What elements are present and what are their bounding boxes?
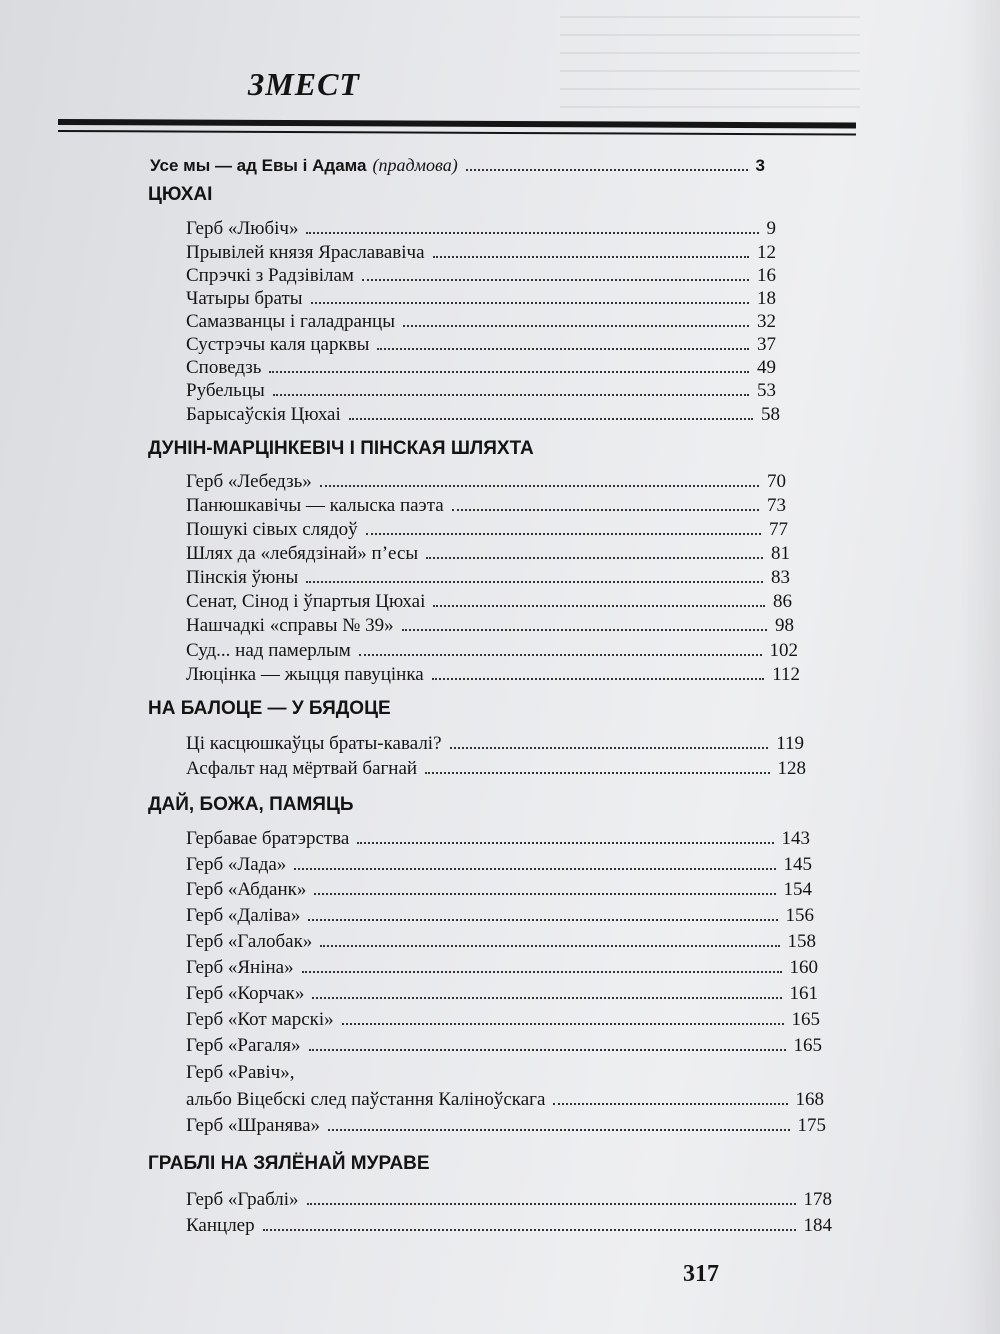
leader-dots	[306, 581, 763, 583]
leader-dots	[432, 678, 764, 680]
leader-dots	[366, 533, 761, 535]
toc-entry	[186, 1215, 832, 1237]
toc-entry	[186, 265, 776, 287]
page-number: 102	[769, 640, 798, 661]
toc-entry	[186, 758, 806, 780]
entry-title: Герб «Шранява»	[186, 1115, 321, 1136]
toc-entry	[186, 218, 776, 240]
entry-title: Канцлер	[186, 1215, 255, 1236]
leader-dots	[403, 325, 749, 327]
page-number: 184	[803, 1215, 832, 1236]
section-heading: НА БАЛОЦЕ — У БЯДОЦЕ	[148, 698, 391, 719]
entry-title: Спрэчкі з Радзівілам	[186, 265, 354, 286]
entry-title: Нашчадкі «справы № 39»	[186, 615, 394, 636]
leader-dots	[466, 169, 748, 171]
leader-dots	[433, 605, 765, 607]
entry-title: Герб «Корчак»	[186, 983, 305, 1004]
entry-title: Герб «Кот марскі»	[186, 1009, 334, 1030]
entry-title: Герб «Абданк»	[186, 879, 307, 900]
leader-dots	[553, 1103, 787, 1105]
leader-dots	[342, 1023, 784, 1025]
toc-entry	[186, 905, 814, 927]
entry-title: Люцінка — жыцця павуцінка	[186, 664, 424, 685]
entry-title: Споведзь	[186, 357, 262, 378]
toc-entry	[186, 471, 786, 493]
page-number: 58	[761, 404, 780, 425]
toc-entry	[186, 334, 776, 356]
entry-title: Сенат, Сінод і ўпартыя Цюхаі	[186, 591, 426, 612]
page-number: 32	[757, 311, 776, 332]
page-number: 9	[766, 218, 776, 239]
leader-dots	[294, 868, 775, 870]
entry-title: Пошукі сівых слядоў	[186, 519, 358, 540]
leader-dots	[312, 997, 781, 999]
entry-title: Сустрэчы каля царквы	[186, 334, 370, 355]
page-number: 178	[803, 1189, 832, 1210]
section-heading: ДАЙ, БОЖА, ПАМЯЦЬ	[148, 794, 354, 815]
toc-entry	[186, 957, 818, 979]
page-number: 37	[757, 334, 776, 355]
page-number: 119	[776, 733, 804, 754]
page-number: 12	[757, 242, 776, 263]
entry-title: Рубельцы	[186, 380, 265, 401]
entry-title: Герб «Яніна»	[186, 957, 294, 978]
page-number: 98	[775, 615, 794, 636]
leader-dots	[433, 256, 749, 258]
page-number: 145	[783, 854, 812, 875]
page-number: 73	[767, 495, 786, 516]
leader-dots	[452, 509, 759, 511]
entry-title: Панюшкавічы — калыска паэта	[186, 495, 444, 516]
entry-title: Самазванцы і галадранцы	[186, 311, 395, 332]
toc-entry	[186, 357, 776, 379]
intro-subtitle: (прадмова)	[372, 155, 458, 175]
entry-title: Прывілей князя Яраслававіча	[186, 242, 425, 263]
entry-title: Герб «Любіч»	[186, 218, 299, 239]
page-number: 165	[793, 1035, 822, 1056]
toc-entry	[186, 664, 800, 686]
page-number: 16	[757, 265, 776, 286]
toc-entry	[186, 404, 780, 426]
page-number: 154	[783, 879, 812, 900]
leader-dots	[273, 394, 749, 396]
page-number: 160	[789, 957, 818, 978]
leader-dots	[402, 629, 767, 631]
entry-title: Асфальт над мёртвай багнай	[186, 758, 418, 779]
page-number: 158	[787, 931, 816, 952]
leader-dots	[425, 772, 769, 774]
toc-entry	[186, 495, 786, 517]
toc-entry	[186, 615, 794, 637]
toc-entry	[186, 828, 810, 850]
toc-entry	[186, 543, 790, 565]
entry-title: Герб «Равіч»,	[186, 1062, 295, 1083]
page-number: 3	[755, 156, 765, 175]
leader-dots	[426, 557, 763, 559]
section-heading: ДУНІН-МАРЦІНКЕВІЧ І ПІНСКАЯ ШЛЯХТА	[148, 438, 534, 459]
page-number: 53	[757, 380, 776, 401]
entry-title: Герб «Рагаля»	[186, 1035, 301, 1056]
page-number: 156	[785, 905, 814, 926]
toc-entry	[186, 1062, 294, 1084]
entry-title: Герб «Галобак»	[186, 931, 313, 952]
leader-dots	[308, 919, 777, 921]
page-number: 112	[772, 664, 800, 685]
toc-entry	[186, 733, 804, 755]
leader-dots	[320, 485, 759, 487]
leader-dots	[359, 654, 762, 656]
toc-entry	[186, 1115, 826, 1137]
entry-title: Барысаўскія Цюхаі	[186, 404, 341, 425]
toc-intro	[150, 155, 765, 176]
section-heading: ЦЮХАІ	[148, 184, 213, 205]
entry-title: альбо Віцебскі след паўстання Каліноўскага	[186, 1089, 546, 1110]
leader-dots	[311, 302, 749, 304]
page-number: 143	[781, 828, 810, 849]
page-number: 128	[777, 758, 806, 779]
section-heading: ГРАБЛІ НА ЗЯЛЁНАЙ МУРАВЕ	[148, 1153, 430, 1174]
entry-title: Гербавае братэрства	[186, 828, 350, 849]
toc-entry	[186, 640, 798, 662]
leader-dots	[309, 1049, 786, 1051]
toc-entry	[186, 1009, 820, 1031]
entry-title: Герб «Даліва»	[186, 905, 301, 926]
intro-title: Усе мы — ад Евы і Адама	[150, 156, 367, 175]
page-number: 83	[771, 567, 790, 588]
leader-dots	[302, 971, 782, 973]
toc-entry	[186, 983, 818, 1005]
page-number: 70	[767, 471, 786, 492]
leader-dots	[349, 418, 753, 420]
toc-entry	[186, 931, 816, 953]
toc-entry	[186, 311, 776, 333]
leader-dots	[357, 842, 773, 844]
page-number: 168	[795, 1089, 824, 1110]
leader-dots	[328, 1129, 789, 1131]
entry-title: Шлях да «лебядзінай» п’есы	[186, 543, 419, 564]
leader-dots	[320, 945, 779, 947]
toc-entry	[186, 1089, 824, 1111]
toc-entry	[186, 591, 792, 613]
leader-dots	[269, 371, 749, 373]
leader-dots	[263, 1229, 796, 1231]
entry-title: Суд... над памерлым	[186, 640, 351, 661]
entry-title: Герб «Лада»	[186, 854, 287, 875]
entry-title: Чатыры браты	[186, 288, 303, 309]
toc-entry	[186, 288, 776, 310]
leader-dots	[362, 279, 749, 281]
toc-entry	[186, 380, 776, 402]
leader-dots	[306, 232, 758, 234]
toc-entry	[186, 519, 788, 541]
toc-entry	[186, 1035, 822, 1057]
entry-title: Герб «Граблі»	[186, 1189, 299, 1210]
entry-title: Ці касцюшкаўцы браты-кавалі?	[186, 733, 442, 754]
page-folio: 317	[683, 1261, 719, 1287]
entry-title: Герб «Лебедзь»	[186, 471, 312, 492]
toc-entry	[186, 567, 790, 589]
page-title: ЗМЕСТ	[248, 66, 360, 102]
entry-title: Пінскія ўюны	[186, 567, 299, 588]
toc-entry	[186, 1189, 832, 1211]
page-number: 18	[757, 288, 776, 309]
page-number: 81	[771, 543, 790, 564]
toc-entry	[186, 242, 776, 264]
toc-entry	[186, 854, 812, 876]
leader-dots	[314, 893, 775, 895]
page-number: 86	[773, 591, 792, 612]
leader-dots	[307, 1203, 796, 1205]
leader-dots	[377, 348, 749, 350]
page-number: 165	[791, 1009, 820, 1030]
page-number: 175	[797, 1115, 826, 1136]
page-number: 49	[757, 357, 776, 378]
toc-entry	[186, 879, 812, 901]
leader-dots	[450, 747, 769, 749]
page-number: 161	[789, 983, 818, 1004]
page-number: 77	[769, 519, 788, 540]
